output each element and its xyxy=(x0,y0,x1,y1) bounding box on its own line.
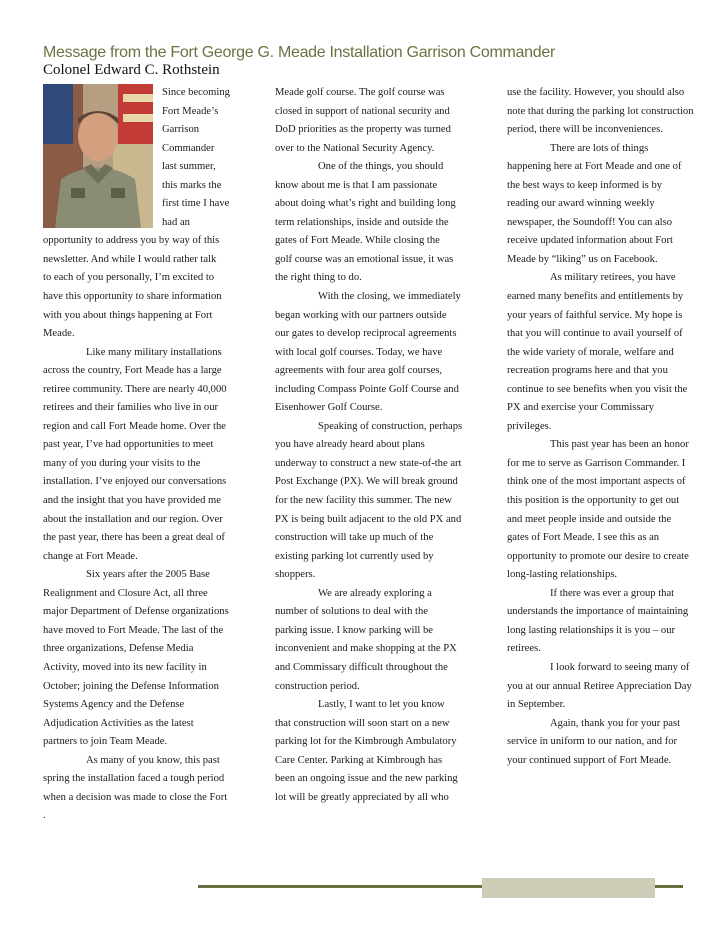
text-line: continue to see benefits when you visit the xyxy=(507,383,688,395)
text-line: Meade by “liking” us on Facebook. xyxy=(507,253,658,265)
text-line: long lasting relationships it is you – our xyxy=(507,624,676,636)
text-line: . xyxy=(43,810,46,822)
text-line: spring the installation faced a tough period xyxy=(43,773,225,785)
text-line: the right thing to do. xyxy=(275,272,362,284)
text-line: We are already exploring a xyxy=(318,587,432,599)
text-line: Meade. xyxy=(43,328,75,340)
text-line: With the closing, we immediately xyxy=(318,291,461,303)
text-line: over to the National Security Agency. xyxy=(275,142,435,154)
text-line: note that during the parking lot construction xyxy=(507,105,694,117)
text-line: Like many military installations xyxy=(86,346,222,358)
text-line: with local golf courses. Today, we have xyxy=(275,346,443,358)
text-line: Since becoming xyxy=(162,87,230,98)
text-line: Again, thank you for your past xyxy=(550,717,681,729)
text-line: our gates to develop reciprocal agreements xyxy=(275,328,457,340)
column-1 xyxy=(43,84,243,826)
text-line: gates of Fort Meade. While closing the xyxy=(275,235,440,247)
text-line: for the new facility this summer. The new xyxy=(275,495,452,507)
text-line: Post Exchange (PX). We will break ground xyxy=(275,476,458,488)
text-line: existing parking lot currently used by xyxy=(275,550,434,562)
text-line: first time I have xyxy=(162,198,230,210)
text-line: partners to join Team Meade. xyxy=(43,736,168,748)
text-line: recreation programs here and that you xyxy=(507,365,668,377)
text-line: and the insight that you have provided me xyxy=(43,495,221,507)
text-line: that you will continue to avail yourself of xyxy=(507,328,683,340)
text-line: this position is the opportunity to get out xyxy=(507,495,680,507)
text-line: happening here at Fort Meade and one of xyxy=(507,161,682,173)
text-line: Speaking of construction, perhaps xyxy=(318,420,463,432)
text-line: Garrison xyxy=(162,124,200,136)
text-line: long-lasting relationships. xyxy=(507,569,618,581)
text-line: period, there will be inconveniences. xyxy=(507,124,663,136)
text-line: Eisenhower Golf Course. xyxy=(275,402,383,414)
text-line: and meet people inside and outside the xyxy=(507,513,672,525)
text-line: been an ongoing issue and the new parking xyxy=(275,773,458,785)
article-title: Message from the Fort George G. Meade Installation Garrison Commander xyxy=(43,44,555,61)
text-line: gates of Fort Meade. I see this as an xyxy=(507,532,660,544)
text-line: earned many benefits and entitlements by xyxy=(507,291,684,303)
text-line: have this opportunity to share information xyxy=(43,291,222,303)
text-line: last summer, xyxy=(162,161,216,173)
text-line: retirees and their families who live in our xyxy=(43,402,219,414)
text-line: privileges. xyxy=(507,420,552,432)
text-line: change at Fort Meade. xyxy=(43,550,138,562)
text-line: including Compass Pointe Golf Course and xyxy=(275,383,459,395)
text-line: construction period. xyxy=(275,680,360,692)
text-line: began working with our partners outside xyxy=(275,309,447,321)
text-line: opportunity to address you by way of this xyxy=(43,235,220,247)
text-line: inconvenient and make shopping at the PX xyxy=(275,643,457,655)
text-line: Fort Meade’s xyxy=(162,105,219,117)
text-line: As military retirees, you have xyxy=(550,272,676,284)
text-line: you at our annual Retiree Appreciation Day xyxy=(507,680,692,692)
text-line: think one of the most important aspects of xyxy=(507,476,686,488)
text-line: reading our award winning weekly xyxy=(507,198,655,210)
text-line: for me to serve as Garrison Commander. I xyxy=(507,457,686,469)
text-line: and Commissary difficult throughout the xyxy=(275,661,448,673)
text-line: construction will take up much of the xyxy=(275,532,434,544)
text-line: newsletter. And while I would rather talk xyxy=(43,253,217,265)
text-line: receive updated information about Fort xyxy=(507,235,673,247)
text-line: to each of you personally, I’m excited to xyxy=(43,272,215,284)
text-line: Activity, moved into its new facility in xyxy=(43,661,207,673)
column-2 xyxy=(275,84,475,807)
text-line: October; joining the Defense Information xyxy=(43,680,219,692)
text-line: across the country, Fort Meade has a large xyxy=(43,365,222,377)
text-line: when a decision was made to close the Fort xyxy=(43,791,228,803)
text-line: Realignment and Closure Act, all three xyxy=(43,587,208,599)
text-line: the wide variety of morale, welfare and xyxy=(507,346,674,358)
text-line: newspaper, the Soundoff! You can also xyxy=(507,216,673,228)
footer-accent-box xyxy=(482,878,655,898)
text-line: three organizations, Defense Media xyxy=(43,643,194,655)
text-line: agreements with four area golf courses, xyxy=(275,365,443,377)
text-line: the past year, there has been a great deal of xyxy=(43,532,225,544)
text-line: use the facility. However, you should also xyxy=(507,87,685,98)
text-line: term relationships, inside and outside the xyxy=(275,216,449,228)
text-line: this marks the xyxy=(162,179,222,191)
author-name: Colonel Edward C. Rothstein xyxy=(43,62,220,78)
text-line: number of solutions to deal with the xyxy=(275,606,428,618)
text-line: closed in support of national security and xyxy=(275,105,450,117)
text-line: your years of faithful service. My hope is xyxy=(507,309,683,321)
text-line: with you about things happening at Fort xyxy=(43,309,213,321)
text-line: parking issue. I know parking will be xyxy=(275,624,433,636)
text-line: had an xyxy=(162,216,190,228)
text-line: your continued support of Fort Meade. xyxy=(507,754,672,766)
text-line: the best ways to keep informed is by xyxy=(507,179,663,191)
text-line: If there was ever a group that xyxy=(550,587,675,599)
text-line: Lastly, I want to let you know xyxy=(318,699,445,711)
text-line: Meade golf course. The golf course was xyxy=(275,87,445,98)
text-line: As many of you know, this past xyxy=(86,754,220,766)
text-line: major Department of Defense organizations xyxy=(43,606,229,618)
text-line: have moved to Fort Meade. The last of the xyxy=(43,624,224,636)
text-line: region and call Fort Meade home. Over the xyxy=(43,420,226,432)
text-line: about doing what’s right and building long xyxy=(275,198,456,210)
text-line: Systems Agency and the Defense xyxy=(43,699,185,711)
text-line: service in uniform to our nation, and for xyxy=(507,736,678,748)
text-line: installation. I’ve enjoyed our conversations xyxy=(43,476,227,488)
text-line: opportunity to promote our desire to create xyxy=(507,550,689,562)
text-line: PX and exercise your Commissary xyxy=(507,402,655,414)
text-line: Six years after the 2005 Base xyxy=(86,569,210,581)
text-line: past year, I’ve had opportunities to meet xyxy=(43,439,214,451)
text-line: know about me is that I am passionate xyxy=(275,179,438,191)
text-line: underway to construct a new state-of-the art xyxy=(275,457,462,469)
text-line: many of you during your visits to the xyxy=(43,457,201,469)
text-line: Commander xyxy=(162,142,215,154)
text-line: about the installation and our region. Over xyxy=(43,513,223,525)
text-line: One of the things, you should xyxy=(318,161,444,173)
text-line: golf course was an emotional issue, it was xyxy=(275,253,454,265)
text-line: Adjudication Activities as the latest xyxy=(43,717,194,729)
text-line: Care Center. Parking at Kimbrough has xyxy=(275,754,443,766)
text-line: This past year has been an honor xyxy=(550,439,689,451)
text-line: understands the importance of maintaining xyxy=(507,606,689,618)
text-line: retiree community. There are nearly 40,000 xyxy=(43,383,227,395)
text-line: lot will be greatly appreciated by all who xyxy=(275,791,449,803)
text-line: retirees. xyxy=(507,643,541,655)
text-line: I look forward to seeing many of xyxy=(550,661,690,673)
text-line: PX is being built adjacent to the old PX and xyxy=(275,513,462,525)
text-line: DoD priorities as the property was turned xyxy=(275,124,451,136)
column-3 xyxy=(507,84,707,770)
text-line: parking lot for the Kimbrough Ambulatory xyxy=(275,736,457,748)
text-line: that construction will soon start on a new xyxy=(275,717,450,729)
text-line: you have already heard about plans xyxy=(275,439,425,451)
text-line: shoppers. xyxy=(275,569,316,581)
text-line: There are lots of things xyxy=(550,142,649,154)
text-line: in September. xyxy=(507,699,566,711)
